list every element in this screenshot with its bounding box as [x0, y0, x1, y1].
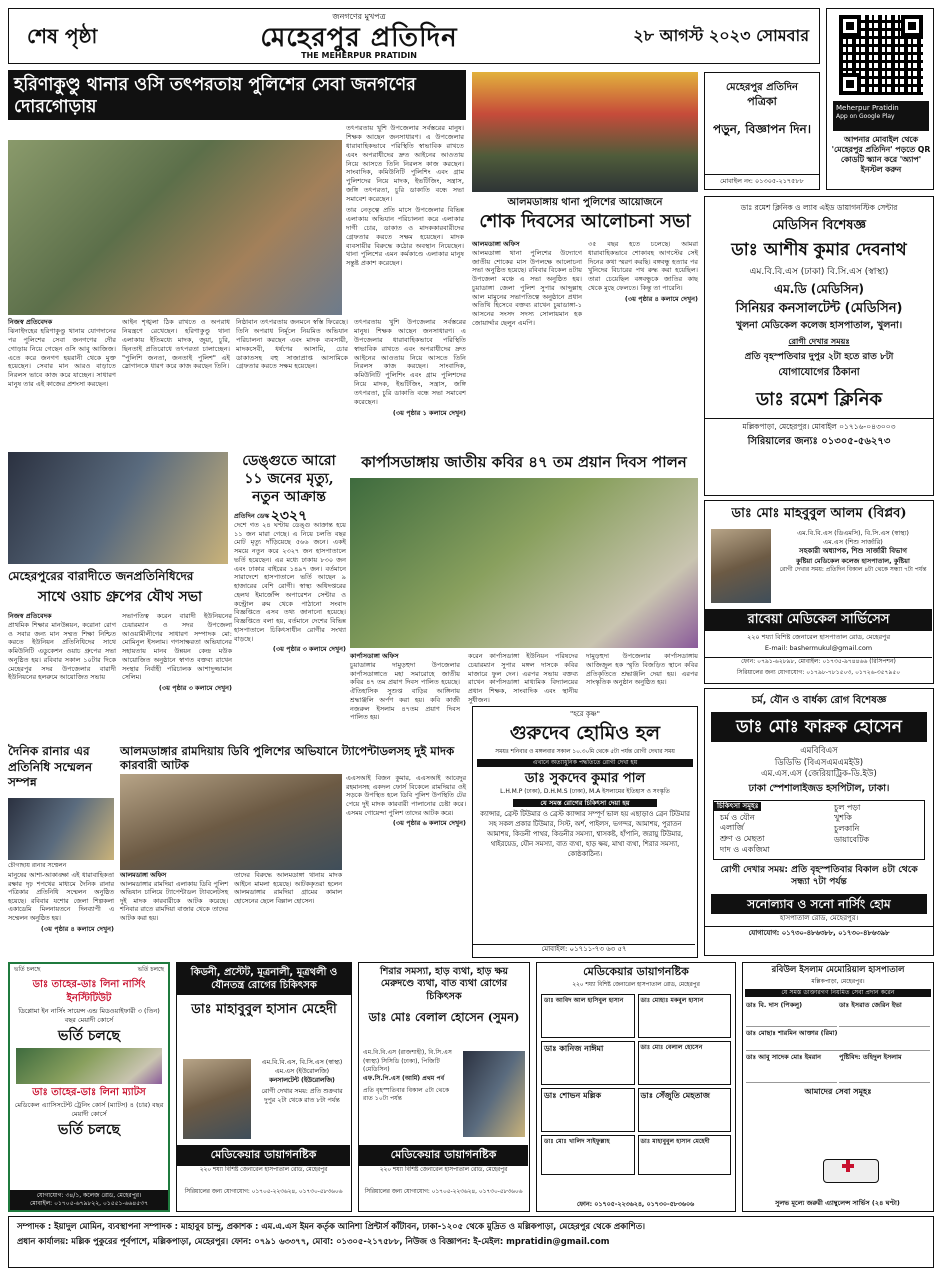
- db-police-side: [346, 774, 466, 958]
- rabiul-title: রবিউল ইসলাম মেমোরিয়াল হাসপাতাল: [771, 965, 905, 975]
- mourning-text-1: আলমডাঙ্গা থানা পুলিশের উদ্যোগে জাতীয় শোকের মাস উপলক্ষে আলোচনা সভা অনুষ্ঠিত হয়েছে। রবিবার বিকেল ৪টায় উপজেলা মঞ্চে এ সভা অনুষ্ঠিত হয়। চুয়াডাঙ্গা জেলা পুলিশ সুপার আব্দুল্লাহ আল মামুনের সভাপতিত্বে অনুষ্ঠানে প্রধান অতিথি হিসেবে বক্তব্য রাখেন চুয়াডাঙ্গা-১ আসনের সংসদ সদস্য সোলায়মান হক জোয়ার্দ্দার ছেলুন এমপি।: [472, 248, 582, 327]
- rabiul-sub: মল্লিকপাড়া, মেহেরপুর।: [811, 978, 865, 986]
- homeo-sub: যে সমস্ত রোগের চিকিৎসা দেয়া হয়: [513, 799, 657, 808]
- winner-photo: [8, 798, 114, 860]
- homeo-body: ক্যান্সার, ব্রেস্ট টিউমার ও ব্রেস্ট ক্যান্সার সম্পূর্ণ ভাল হয় এছাড়াও ব্রেন টিউমার সহ সকল প্রকার টিউমার, সিস্ট, অর্শ, পাইলস, ভগন্দর, আমাশয়, পুরাতন আমাশয়, কিডনী পাথর, কিডনীর সমস্যা, শ্বাসকষ্ট, হাঁপানি, জরায়ু টিউমার, থাইরয়েড, যৌন সমস্যা, বাত ব্যথা, হাড় ক্ষয়, মাথা ব্যথা, শিরার সমস্যা, কোষ্ঠকাঠিন্য।: [480, 810, 690, 858]
- rabiul-doctor: ডাঃ বি. দাস (পিকলু): [746, 1001, 837, 1027]
- newspaper-title: মেহেরপুর প্রতিদিন: [260, 23, 458, 53]
- medicare-doctor: ডাঃ মাহাবুবুল হাসান মেহেদী: [640, 1137, 710, 1145]
- service-item: দাদ ও একজিমা: [720, 845, 770, 855]
- nazrul-text-2: করেন কার্পাসডাঙ্গা ইউনিয়ন পরিষদের চেয়ারম্যান সুপার মঙ্গল দাসকে কবির মাজারে ফুল দেন। এরপর সভায় বক্তব্য রাখেন কার্পাসডাঙ্গা মাধ্যমিক বিদ্যালয়ের প্রধান শিক্ষক, সাংবাদিক এবং স্থানীয় সুধীজন।: [468, 652, 578, 704]
- nazrul-byline: কার্পাসডাঙ্গা অফিস: [350, 652, 399, 660]
- promo-line-2: পত্রিকা: [747, 94, 777, 108]
- rabiul-band: যে সমস্ত ডাক্তারগণ নিয়মিত সেবা প্রদান করেন: [745, 989, 931, 997]
- farook-degree-2: ডিডিভি (বিএসএমএমইউ): [774, 757, 864, 768]
- homeo-time: সময়ঃ শনিবার ও মঙ্গলবার সকাল ১০.৩০মি থেকে ৫টা পর্যন্ত রোগী দেখার সময়: [495, 749, 675, 756]
- lead-text-2: আইন শৃঙ্খলা ঠিক রাখতে ও অপরাধ নিয়ন্ত্রণে রেখেছেন। হরিণাকুণ্ডু থানা এলাকায় ইতিমধ্যে মাদক, জুয়া, চুরি, ছিনতাই প্রতিরোধে তৎপরতা চালাচ্ছেন। "পুলিশি জনতা, জনতাই পুলিশ" এই স্লোগানকে ধারণ করে কাজ করছেন তিনি।: [122, 318, 230, 371]
- mats-title: ডাঃ তাহের-ডাঃ লিনা ম্যাটস: [32, 1086, 146, 1098]
- mahbub-address: ২২০ শয্যা বিশিষ্ট জেনারেল হাসপাতাল রোড, মেহেরপুর: [746, 633, 891, 641]
- medicare-doctor: ডাঃ আবিদ আল হাসিবুল হাসান: [544, 996, 624, 1004]
- db-police-columns: [120, 872, 342, 958]
- farook-degree-1: এমবিবিএস: [800, 746, 838, 757]
- kidney-photo: [183, 1059, 251, 1139]
- doctor1-post: সিনিয়র কনসালটেন্ট (মেডিসিন): [735, 300, 903, 316]
- qr-block: [826, 8, 934, 190]
- db-police-photo: [120, 774, 342, 870]
- winner-caption: চৌগাছায় রানার সম্মেলন: [8, 862, 67, 869]
- mahbub-email[interactable]: E-mail: bashermukul@gmail.com: [764, 644, 873, 652]
- promo-line-3: পড়ুন, বিজ্ঞাপন দিন।: [713, 122, 811, 137]
- mourning-headline-top: আলমডাঙ্গায় থানা পুলিশের আয়োজনে: [507, 197, 663, 208]
- mahbub-note: রোগী দেখার সময়: প্রতিদিন বিকাল ৪টা থেকে সন্ধ্যা ৭টা পর্যন্ত: [779, 566, 927, 574]
- winner-continued[interactable]: (৩য় পৃষ্ঠার ৪ কলামে দেখুন): [40, 925, 114, 933]
- farook-phone: যোগাযোগ: ০১৭৩০-৪৮৬৩৮৮, ০১৭৩০-৪৮৬৩৯৮: [705, 926, 933, 938]
- wash-text-1: প্রাথমিক শিক্ষার মানউন্নয়ন, করোনা রোগ ও সবার জন্য মান সম্মত শিক্ষা নিশ্চিত করতে ইউনিয়ন প্রতিনিধিদের সাথে কমিউনিটি এডুকেশন ওয়াচ গ্রুপের সভা অনুষ্ঠিত হয়। রবিবার সকাল ১০টার দিকে মেহেরপুর সদর উপজেলার বারাদী ইউনিয়নের হলরুমে আয়োজিত সভায়: [8, 620, 116, 682]
- db-police-text-1: আলমডাঙ্গার রামদিয়া এলাকায় ডিবি পুলিশ অভিযান চালিয়ে ট্যাপেন্টাডল ট্যাবলেটসহ দুই মাদক কারবারীকে আটক করেছে। শনিবার রাতে রামদিয়া বাজার থেকে তাদের আটক করা হয়।: [120, 880, 228, 922]
- nursing-ad: [8, 962, 170, 1212]
- nursing-course: ডিপ্লোমা ইন নার্সিং সায়েন্স এন্ড মিডওয়াইফারী ৩ (তিন) বছর মেয়াদী কোর্সে: [18, 1007, 160, 1024]
- doctor1-contact-label: যোগাযোগের ঠিকানা: [778, 367, 860, 379]
- mahbub-phone: ফোন: ০৭৯১-৬২৮৯৮, মোবাইল: ০১৭৩৫-৯৭৪৪৬৬ (রিসিপশন): [705, 657, 932, 666]
- rabiul-ambulance: সুলভ মূল্যে জরুরী এ্যাম্বুলেন্স সার্ভিস (২৪ ঘণ্টা): [775, 1199, 900, 1208]
- lead-text-5b: তৎপরতায় খুশি উপজেলার সর্বস্তরের মানুষ। শিক্ষক আছেন জনসাধারণ। এ উপজেলার ধারাবাহিকভাবে পরিস্থিতি স্বাভাবিক রাখতে এবং অপরাধীদের দ্রুত আইনের আওতায় নিয়ে আসতে তিনি নিরলস কাজ করছেন। সাংবাদিক, কমিউনিটি পুলিশিং এবং গ্রাম পুলিশদের নিয়ে মাদক, ইভটিজিং, সন্ত্রাস, জঙ্গি তৎপরতা, চুরি ডাকাতি বন্ধে সভা সমাবেশ করেছেন।: [354, 318, 466, 407]
- doctor-mahbub-ad: [704, 500, 934, 684]
- rabiul-doctor: ডাঃ ইসরাত জেরিন ইভা: [839, 1001, 930, 1027]
- mahbub-photo: [711, 529, 771, 603]
- lead-continued[interactable]: (৩য় পৃষ্ঠার ১ কলামে দেখুন): [392, 408, 466, 417]
- farook-center-address: হাসপাতাল রোড, মেহেরপুর।: [779, 914, 859, 923]
- rabiul-services-label: আমাদের সেবা সমূহঃ: [804, 1086, 872, 1096]
- issue-date: ২৮ আগস্ট ২০২৩ সোমবার: [633, 26, 809, 45]
- lead-text-3: নিষ্ঠাবান তৎপরতায় জনমনে স্বস্তি ফিরেছে। তিনি অপরাধ নির্মূলে নিয়মিত অভিযান পরিচালনা করছেন এবং মাদক ব্যবসায়ী, মাদকসেবী, ধর্ষণের আসামি, চোর ডাকাতসহ বহু সাজাপ্রাপ্ত আসামিকে গ্রেফতার করতে সক্ষম হয়েছেন।: [236, 318, 348, 371]
- db-police-byline: আলমডাঙ্গা অফিস: [120, 872, 167, 879]
- mats-course: মেডিকেল এ্যাসিসটেন্ট ট্রেনিং কোর্স (ম্যাটস) ৪ (চার) বছর মেয়াদী কোর্সে: [14, 1101, 164, 1118]
- doctor1-specialty: মেডিসিন বিশেষজ্ঞ: [772, 218, 866, 234]
- doctor1-name: ডাঃ আশীষ কুমার দেবনাথ: [731, 239, 907, 260]
- footer-line-1: সম্পাদক : ইয়াদুল মোমিন, ব্যবস্থাপনা সম্পাদক : মাহাবুব চান্দু, প্রকাশক : এম.এ.এস ইমন কর্তৃক আনিশা প্রিন্টার্স কাঁটাবন, ঢাকা-১২০৫ থেকে মুদ্রিত ও মল্লিকপাড়া, মেহেরপুর থেকে প্রকাশিত।: [17, 1221, 646, 1231]
- mourning-photo: [472, 72, 698, 192]
- farook-name: ডাঃ মোঃ ফারুক হোসেন: [711, 712, 927, 743]
- farook-center: সনোল্যাব ও সনো নার্সিং হোম: [711, 894, 927, 914]
- mahbub-hospital: কুষ্টিয়া মেডিকেল কলেজ হাসপাতাল, কুষ্টিয়া: [796, 556, 910, 565]
- service-item: চর্ম ও যৌন: [720, 812, 755, 822]
- medicare-doctor: ডাঃ মোঃ খালিদ সাইফুল্লাহ: [544, 1137, 610, 1145]
- medicare-title: মেডিকেয়ার ডায়াগনষ্টিক: [583, 965, 689, 978]
- meeting-photo: [8, 452, 228, 564]
- homeo-degree: L.H.M.P (ঢাকা), D.H.M.S (ঢাকা), M.A ইসলামের ইতিহাস ও সংস্কৃতি: [500, 787, 670, 795]
- mats-admit: ভর্তি চলছে: [58, 1121, 120, 1138]
- nazrul-text-3: দামুড়হুদা উপজেলার কার্পাসডাঙ্গায় আজিজুল হক স্মৃতি বিজড়িত স্থানে কবির প্রতিকৃতিতে শ্রদ্ধাঞ্জলি দেয়া হয়। এরপর সাংস্কৃতিক অনুষ্ঠান অনুষ্ঠিত হয়।: [586, 652, 698, 687]
- wash-byline: নিজস্ব প্রতিবেদক: [8, 612, 52, 620]
- doctor1-address: মল্লিকপাড়া, মেহেরপুর। মোবাইল ০১৭১৬-০৪৩০০৩: [705, 418, 933, 432]
- promo-phone: মোবাইল নং: ০১৩০৫-২১৭৫৮৮: [705, 174, 819, 186]
- mahbub-degree-2: এম.এস (শিশু সার্জারি): [823, 538, 883, 547]
- bone-top: শিরার সমস্যা, হাড় ব্যথা, হাড় ক্ষয় মেরুদণ্ডে ব্যথা, বাত ব্যথা রোগের চিকিৎসক: [380, 966, 508, 1002]
- footer: [8, 1216, 934, 1268]
- farook-services-label: চিকিৎসা সমূহঃ: [714, 802, 761, 811]
- wash-columns: [8, 612, 232, 736]
- medicare-phone: ফোন: ০১৭০৫-২২৩৬২৪, ০১৭৩০-৫৮৩৬০৬: [576, 1200, 695, 1208]
- winner-text: মানুষের আশা-আকাঙ্ক্ষা এই ধারাবাহিকতা রক্ষার দৃঢ় শপথের মাধ্যমে দৈনিক রানার পত্রিকার প্রতিনিধি সম্মেলন অনুষ্ঠিত হয়েছে। রবিবার যশোর জেলা শিল্পকলা একাডেমি মিলনায়তনে দিনব্যাপী এ সম্মেলন অনুষ্ঠিত হয়।: [8, 872, 114, 922]
- nursing-admit: ভর্তি চলছে: [58, 1027, 120, 1044]
- dengue-continued[interactable]: (৩য় পৃষ্ঠার ৩ কলামে দেখুন): [272, 645, 346, 654]
- doctor-farook-ad: [704, 688, 934, 956]
- doctor1-clinic: ডাঃ রমেশ ক্লিনিক: [755, 388, 883, 410]
- service-item: শ্রুণ ও মেছতা: [720, 834, 765, 844]
- bone-name: ডাঃ মোঃ বেলাল হোসেন (সুমন): [368, 1010, 520, 1025]
- bone-doctor-ad: [358, 962, 530, 1212]
- rabiul-doctor: ডাঃ আবু সাদেক মোঃ ইমরান: [746, 1053, 837, 1083]
- kidney-degree: এম.বি.বি.এস, বি.সি.এস (স্বাস্থ্য) এম.এস (ইউরোলজি): [261, 1059, 343, 1075]
- google-play-badge[interactable]: [833, 101, 929, 131]
- bone-photo: [463, 1051, 525, 1137]
- mahbub-name: ডাঃ মোঃ মাহবুবুল আলম (বিপ্লব): [731, 506, 907, 521]
- bone-serial: সিরিয়ালের জন্য যোগাযোগ: ০১৭০৫-২২৩৬২৪, ০১৭৩০-৫৮৩৬০৬: [364, 1189, 523, 1195]
- kidney-doctor-ad: [176, 962, 352, 1212]
- nursing-photo: [16, 1048, 162, 1084]
- homeo-doctor: ডাঃ সুকদেব কুমার পাল: [524, 770, 646, 786]
- bone-center: মেডিকেয়ার ডায়াগনষ্টিক: [359, 1145, 528, 1166]
- nursing-address: যোগাযোগ: ৩৪/১, কলেজ রোড, মেহেরপুর।: [36, 1191, 142, 1199]
- kidney-name: ডাঃ মাহাবুবুল হাসান মেহেদী: [191, 1002, 337, 1017]
- kidney-address: ২২০ শয্যা বিশিষ্ট জেনারেল হাসপাতাল রোড, মেহেরপুর: [199, 1167, 328, 1173]
- medicare-doctor: ডাঃ কানিজ নাঈমা: [544, 1043, 604, 1053]
- farook-degree-3: এম.এস.এস (জেরিয়াট্রিক-ডি.ইউ): [761, 769, 877, 780]
- app-store-label: App on Google Play: [836, 113, 895, 121]
- rabiul-doctor: ডাঃ মোছাঃ শারমিন আক্তার (রিমা): [746, 1029, 930, 1051]
- kidney-time: রোগী দেখার সময়: প্রতি শুক্রবার দুপুর ২টা থেকে রাত ৮টা পর্যন্ত: [261, 1088, 343, 1105]
- nursing-title: ডাঃ তাহের-ডাঃ লিনা নার্সিং ইনস্টিটিউট: [32, 979, 146, 1004]
- bone-address: ২২০ শয্যা বিশিষ্ট জেনারেল হাসপাতাল রোড, মেহেরপুর: [379, 1167, 508, 1173]
- nursing-admit-tag: ভর্তি চলছে: [137, 966, 164, 973]
- bone-post: এফ.সি.পি.এস (আর্মি) প্রথম পর্ব: [363, 1075, 445, 1083]
- nazrul-headline: কার্পাসডাঙ্গায় জাতীয় কবির ৪৭ তম প্রয়ান দিবস পালন: [361, 453, 687, 471]
- nazrul-text-1: চুয়াডাঙ্গার দামুড়হুদা উপজেলার কার্পাসডাঙ্গাতে মহা সমারোহে জাতীয় কবির ৪৭ তম প্রয়াণ দিবস পালিত হয়েছে। ঐতিহাসিক সুশুপ্ত বাড়ির আঙ্গিনায় শ্রদ্ধাঞ্জলি অর্পণ করা হয়। কবি কাজী নজরুল ইসলাম ৪৭তম প্রয়াণ দিবস পালিত হয়।: [350, 660, 460, 722]
- lead-headline-bar: [8, 70, 466, 120]
- dengue-byline: প্রতিদিন ডেস্ক: [234, 512, 270, 520]
- mourning-text-2: ৩৫ বছর হতে চলেছে। আমরা ধারাবাহিকভাবে শোকাবহ আগস্টের সেই দিনের কথা স্মরণ করছি। বঙ্গবন্ধু হত্যার পর খুনিদের বিচারের পথ রুদ্ধ করা হয়েছিল। তারা চেয়েছিল বঙ্গবন্ধুকে জাতির কাছ থেকে মুছে ফেলতে। কিন্তু তা পারেনি।: [588, 240, 698, 292]
- lead-columns: [8, 318, 466, 448]
- rabiul-doctor: পুষ্টিবিদ: তহিদুল ইসলাম: [839, 1053, 930, 1083]
- medicare-doctor: ডাঃ মোঃ বেলাল হোসেন: [640, 1043, 703, 1051]
- promo-line-1: মেহেরপুর প্রতিদিন: [725, 82, 799, 93]
- app-name: Meherpur Pratidin: [836, 104, 899, 112]
- medicare-doctor: ডাঃ সেঁজুতি মেহতাজ: [640, 1090, 710, 1100]
- lead-text-5: তার নেতৃত্বে প্রতি মাসে উপজেলার বিভিন্ন এলাকায় অভিযান পরিচালনা করে এলাকার দাগী চোর, ডাকাত ও মাদককারবারীদের গ্রেফতার করতে সক্ষম হয়েছেন। মাদক ব্যবসায়ীর বিরুদ্ধে কঠোর অবস্থান নিয়েছেন। থানা পুলিশের এমন কর্মকাণ্ডে এলাকার মানুষ সন্তুষ্ট প্রকাশ করেছেন।: [346, 206, 464, 268]
- homeo-top: "হরে কৃষ্ণ": [570, 710, 600, 718]
- mourning-columns: [472, 240, 698, 448]
- lead-text-1: ঝিনাইদহের হরিণাকুণ্ডু থানায় যোগদানের পর পুলিশের সেবা জনগণের দৌর গোড়ায় নিয়ে গেছেন ওসি আবু আজিজ। এতে করে জনগণ হয়রানী থেকে মুক্ত হয়েছেন। সেবার মান আরও বাড়াতে নিরলস ভাবে কাজ করে যাচ্ছেন। সাধারণ মানুষ তার এই কাজের প্রশংসা করছেন।: [8, 326, 116, 389]
- dengue-body: [234, 512, 346, 738]
- nursing-phone: মোবাইল: ০১৭০৫-৬৭৯৮২২, ০১৫৫১-৬৬৪৫৩৭: [30, 1199, 148, 1207]
- homeo-phone: মোবাইল: ০১৭১১-৭৩ ৬৩ ৫৭: [473, 944, 695, 954]
- db-police-text-3: এএসআই বিজন কুমার, এএসআই আবেদুর রহমানসহ একদল ফোর্স বিকেলে রামদিয়ার ওই সড়কে উপস্থিত হলে ডিবি পুলিশ উপস্থিতি টের পেয়ে দুই মাদক কারবারী পালানোর চেষ্টা করে। এসময় গোয়েন্দা পুলিশ তাদের আটক করে।: [346, 774, 466, 817]
- kidney-top: কিডনী, প্রস্টেট, মূত্রনালী, মূত্রথলী ও যৌনতন্ত্র রোগের চিকিৎসক: [177, 963, 351, 995]
- dengue-headline: ডেঙ্গুতে আরো ১১ জনের মৃত্যু, নতুন আক্রান্ত ২৩২৭: [242, 453, 336, 524]
- wash-headline-1: মেহেরপুরের বারাদীতে জনপ্রতিনিধিদের: [8, 569, 194, 583]
- kidney-center: মেডিকেয়ার ডায়াগনষ্টিক: [177, 1145, 350, 1166]
- rabiul-hospital-ad: [742, 962, 934, 1212]
- service-item: চুলকানি: [834, 824, 860, 834]
- lead-text-4: তৎপরতায় খুশি উপজেলার সর্বস্তরের মানুষ। শিক্ষক আছেন জনসাধারণ। এ উপজেলার ধারাবাহিকভাবে পরিস্থিতি স্বাভাবিক রাখতে এবং অপরাধীদের দ্রুত আইনের আওতায় নিয়ে আসতে তিনি নিরলস কাজ করছেন। সাংবাদিক, কমিউনিটি পুলিশিং এবং গ্রাম পুলিশদের নিয়ে মাদক, ইভটিজিং, সন্ত্রাস, জঙ্গি তৎপরতা, চুরি ডাকাতি বন্ধে সভা সমাবেশ করেছেন।: [346, 124, 464, 204]
- winner-body: [8, 872, 114, 958]
- masthead: [8, 8, 820, 64]
- bone-note: প্রতি বৃহস্পতিবার বিকাল ৫টা থেকে রাত ১০টা পর্যন্ত: [363, 1086, 450, 1103]
- doctor1-time-label: রোগী দেখার সময়ঃ: [788, 337, 850, 347]
- kidney-post: কনসালটেন্ট (ইউরোলজি): [269, 1076, 335, 1084]
- doctor1-hospital: খুলনা মেডিকেল কলেজ হাসপাতাল, খুলনা।: [735, 320, 903, 332]
- lead-headline: হরিণাকুণ্ডু থানার ওসি তৎপরতায় পুলিশের সেবা জনগণের দোরগোড়ায়: [14, 75, 416, 117]
- newspaper-title-en: THE MEHERPUR PRATIDIN: [301, 51, 417, 60]
- winner-headline: দৈনিক রানার এর প্রতিনিধি সম্মেলন সম্পন্ন: [8, 744, 93, 790]
- farook-specialty: চর্ম, যৌন ও বার্ধক্য রোগ বিশেষজ্ঞ: [751, 695, 887, 706]
- farook-time: রোগী দেখার সময়: প্রতি বৃহস্পতিবার বিকাল ৪টা থেকে সন্ধ্যা ৭টা পর্যন্ত: [720, 864, 918, 887]
- promo-box: [704, 72, 820, 190]
- mourning-byline: আলমডাঙ্গা অফিস: [472, 240, 520, 248]
- section-label: শেষ পৃষ্ঠা: [27, 24, 98, 48]
- service-item: ডায়াবেটিক: [834, 835, 870, 845]
- homeo-note: এখানে অত্যাধুনিক পদ্ধতিতে রোগী দেখা হয়: [477, 759, 693, 767]
- doctor1-time: প্রতি বৃহস্পতিবার দুপুর ২টা হতে রাত ৮টা: [744, 352, 894, 363]
- doctor1-serial: সিরিয়ালের জন্যঃ ০১৩০৫-৫৬২৭৩: [747, 436, 891, 448]
- mourning-continued[interactable]: (৩য় পৃষ্ঠার ৪ কলামে দেখুন): [624, 294, 698, 303]
- ambulance-icon: [823, 1159, 879, 1183]
- farook-hospital: ঢাকা স্পেশালাইজড হসপিটাল, ঢাকা।: [748, 782, 890, 794]
- bone-degree: এম.বি.বি.এস (রাজশাহী), বি.সি.এস (স্বাস্থ্য) সিসিডি (ঢাকা), পিজিটি (মেডিসিন): [363, 1049, 453, 1074]
- tagline: জনগণের মুখপত্র: [332, 12, 386, 21]
- db-police-continued[interactable]: (৩য় পৃষ্ঠার ৬ কলামে দেখুন): [392, 819, 466, 828]
- wash-continued[interactable]: (৩য় পৃষ্ঠার ৩ কলামে দেখুন): [158, 684, 232, 693]
- medicare-ad: [536, 962, 736, 1212]
- kidney-serial: সিরিয়ালের জন্য যোগাযোগ: ০১৭০৫-২২৩৬২৪, ০১৭৩০-৫৮৩৬০৬: [184, 1189, 343, 1195]
- doctor1-degree-2: এম.ডি (মেডিসিন): [773, 281, 865, 296]
- doctor-ashish-ad: [704, 196, 934, 496]
- mahbub-degree: এম.বি.বি.এস (ডিএমসি), বি.সি.এস (স্বাস্থ্য): [797, 529, 909, 537]
- mahbub-center: রাবেয়া মেডিকেল সার্ভিসেস: [705, 609, 932, 631]
- medicare-doctor: ডাঃ মোহাঃ মকবুল হাসান: [640, 996, 704, 1004]
- lead-photo: [8, 140, 342, 315]
- db-police-headline: আলমডাঙ্গার রামদিয়ায় ডিবি পুলিশের অভিযানে ট্যাপেন্টাডলসহ দুই মাদক কারবারী আটক: [120, 744, 455, 773]
- doctor1-degree-1: এম.বি.বি.এস (ঢাকা) বি.সি.এস (স্বাস্থ্য): [749, 266, 889, 277]
- lead-side-column: [346, 124, 464, 308]
- dengue-text: দেশে গত ২৪ ঘণ্টায় ডেঙ্গু আক্রান্ত হয়ে ১১ জন মারা গেছে। এ নিয়ে চলতি বছর মোট মৃত্যু দাঁড়িয়েছে ৫৬৬ জনে। একই সময়ে নতুন করে ২৩২৭ জন হাসপাতালে ভর্তি হয়েছেন। এর মধ্যে ঢাকায় ৮৩০ জন এবং ঢাকার বাইরের ১৪৯৭ জন। বর্তমানে সারাদেশে হাসপাতালে ভর্তি আছেন ৯ হাজারের বেশি রোগী। স্বাস্থ্য অধিদপ্তরের হেলথ ইমার্জেন্সি অপারেশন সেন্টার ও কন্ট্রোল রুম থেকে পাঠানো সংবাদ বিজ্ঞপ্তিতে এসব তথ্য জানানো হয়েছে। বিজ্ঞপ্তিতে বলা হয়, বর্তমানে দেশের বিভিন্ন হাসপাতালে চিকিৎসাধীন রোগীর সংখ্যা বাড়ছে।: [234, 520, 346, 643]
- lead-byline: নিজস্ব প্রতিবেদক: [8, 318, 53, 326]
- db-police-text-2: তাদের বিরুদ্ধে আলমডাঙ্গা থানায় মাদক আইনে মামলা হয়েছে। আটককৃতরা হলেন আলমডাঙ্গার রামদিয়া গ্রামের কামাল হোসেনের ছেলে বিল্লাল হোসেন।: [234, 872, 342, 905]
- medicare-doctor: ডাঃ শোভন মল্লিক: [544, 1090, 602, 1100]
- homeo-ad: [472, 706, 698, 958]
- service-item: খুশকি: [834, 813, 852, 823]
- service-item: এলার্জি: [720, 823, 744, 833]
- medicare-sub: ২২০ শয্যা বিশিষ্ট জেনারেল হাসপাতাল রোড, মেহেরপুর: [572, 981, 700, 988]
- qr-code-icon[interactable]: [839, 15, 923, 95]
- homeo-title: গুরুদেব হোমিও হল: [509, 722, 661, 745]
- app-install-note: আপনার মোবাইল থেকে 'মেহেরপুর প্রতিদিন' পড়তে QR কোডটি স্ক্যান করে 'অ্যাপ' ইনস্টল করুন: [831, 135, 931, 175]
- nursing-admit-tag: ভর্তি চলছে: [14, 966, 41, 973]
- mahbub-post: সহকারী অধ্যাপক, শিশু সার্জারী বিভাগ: [799, 547, 907, 556]
- footer-line-2: প্রধান কার্যালয়: মল্লিক পুকুরের পূর্বপাশে, মল্লিকপাড়া, মেহেরপুর। ফোন: ০৭৯১ ৬৩৩৭৭, মোবা: ০১৩০৫-২১৭৫৮৮, নিউজ ও বিজ্ঞাপন: ই-মেইল: mpratidin@gmail.com: [17, 1236, 610, 1247]
- mourning-headline: শোক দিবসের আলোচনা সভা: [479, 211, 691, 232]
- clinic-org: ডাঃ রমেশ ক্লিনিক ও ল্যাব এইড ডায়াগনস্টিক সেন্টার: [740, 203, 898, 212]
- nazrul-photo: [350, 478, 698, 648]
- wash-text-2: সভাপতিত্ব করেন বারাদী ইউনিয়নের চেয়ারম্যান ও সদর উপজেলা আওয়ামীলীগের সাধারণ সম্পাদক মো: মোমিনুল ইসলাম। গণসাক্ষরতা অভিযানের সহায়তায় মানব উন্নয়ন কেন্দ্র মউক আয়োজিত অনুষ্ঠানে স্বাগত বক্তব্য রাখেন সংস্থার নির্বাহী পরিচালক আশাদুজ্জামান সেলিম।: [122, 612, 232, 682]
- service-item: চুল পড়া: [834, 802, 861, 812]
- mahbub-serial: সিরিয়ালের জন্য যোগাযোগ: ০১৭৯৮-৭৮১৫০৩, ০১৭২৬-৩৫৭৯৫০: [736, 669, 901, 676]
- wash-headline-2: সাথে ওয়াচ গ্রুপের যৌথ সভা: [37, 589, 203, 605]
